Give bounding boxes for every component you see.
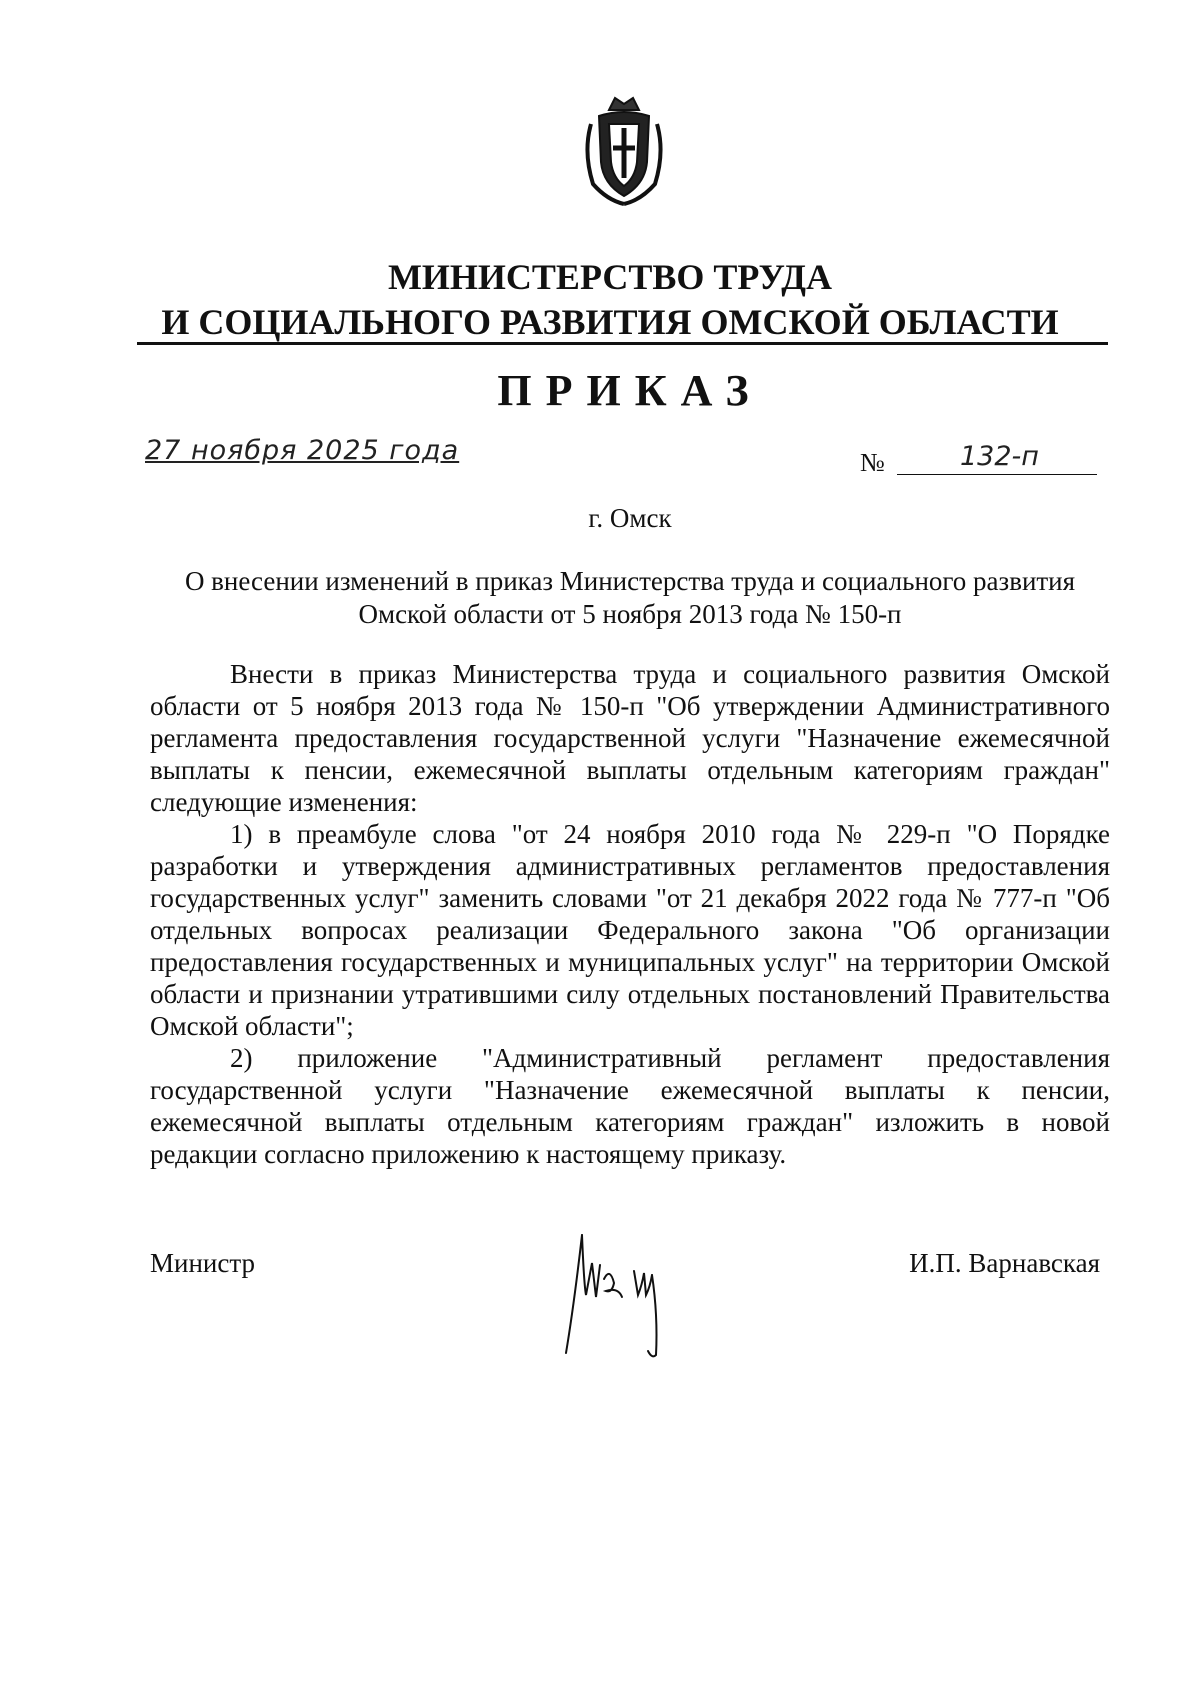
ministry-name — [130, 255, 1090, 345]
handwritten-signature — [548, 1225, 688, 1360]
subject-line-1: О внесении изменений в приказ Министерства труда и социального развития — [184, 566, 1076, 596]
body-paragraph-intro: Внести в приказ Министерства труда и социального развития Омской области от 5 ноября 2013 года № 150-п "Об утверждении Административного регламента предоставления государственной услуги "Назначение ежемесячной выплаты к пенсии, ежемесячной выплаты отдельным категориям граждан" следующие изменения: — [150, 659, 1110, 817]
subject-line-2: Омской области от 5 ноября 2013 года № 150-п — [358, 599, 902, 629]
document-type: ПРИКАЗ — [497, 366, 763, 415]
header-divider — [137, 342, 1108, 345]
ministry-name-line-1: МИНИСТЕРСТВО ТРУДА — [387, 257, 833, 297]
signer-name: И.П. Варнавская — [909, 1248, 1100, 1278]
coat-of-arms-icon — [577, 92, 671, 207]
document-body — [150, 658, 1110, 1170]
number-label: № — [860, 448, 885, 477]
ministry-name-line-2: И СОЦИАЛЬНОГО РАЗВИТИЯ ОМСКОЙ ОБЛАСТИ — [161, 302, 1059, 342]
number-underline — [897, 474, 1097, 475]
body-paragraph-item-1: 1) в преамбуле слова "от 24 ноября 2010 года № 229-п "О Порядке разработки и утверждения административных регламентов предоставления государственных услуг" заменить словами "от 21 декабря 2022 года № 777-п "Об отдельных вопросах реализации Федерального закона "Об организации предоставления государственных и муниципальных услуг" на территории Омской области и признании утратившими силу отдельных постановлений Правительства Омской области"; — [150, 819, 1110, 1041]
handwritten-number: 132-п — [960, 441, 1039, 472]
body-paragraph-item-2: 2) приложение "Административный регламент предоставления государственной услуги "Назначение ежемесячной выплаты к пенсии, ежемесячной выплаты отдельным категориям граждан" изложить в новой редакции согласно приложению к настоящему приказу. — [150, 1043, 1110, 1169]
city: г. Омск — [588, 503, 672, 533]
document-subject — [150, 565, 1110, 631]
handwritten-date: 27 ноября 2025 года — [145, 435, 460, 466]
signer-position: Министр — [150, 1248, 255, 1278]
